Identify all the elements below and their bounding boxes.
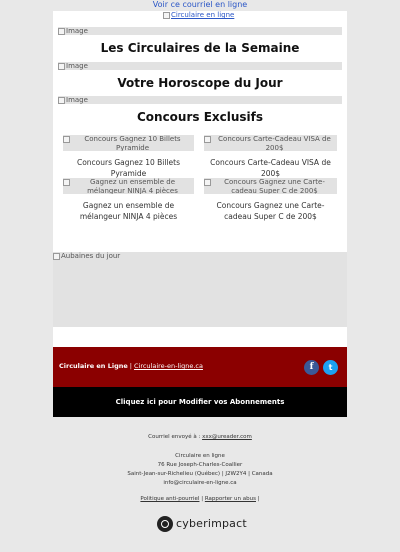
- broken-image-icon: [53, 253, 60, 260]
- email-body: [53, 11, 347, 404]
- broken-image-icon: [58, 97, 65, 104]
- broken-image-icon: [58, 28, 65, 35]
- contest-image-pyramide[interactable]: [63, 135, 194, 151]
- banner-image-concours[interactable]: [58, 96, 342, 104]
- banner-alt-text: Image: [66, 96, 88, 104]
- contest-image-alt: Concours Gagnez une Carte-cadeau Super C de 200$: [224, 178, 325, 194]
- sent-to-line: [0, 433, 400, 442]
- contest-caption-superc[interactable]: Concours Gagnez une Carte-cadeau Super C de 200$: [216, 201, 325, 221]
- company-name: Circulaire en ligne: [175, 453, 225, 459]
- banner-alt-text: Image: [66, 62, 88, 70]
- company-city: Saint-Jean-sur-Richelieu (Québec) | J2W2Y4 | Canada: [127, 471, 273, 477]
- deals-image[interactable]: [53, 252, 347, 327]
- preheader-bar: [0, 0, 400, 11]
- brand-name: Circulaire en Ligne: [59, 362, 128, 370]
- cyberimpact-wordmark: cyberimpact: [176, 517, 247, 530]
- contest-image-superc[interactable]: [204, 178, 337, 194]
- broken-image-icon: [204, 179, 211, 186]
- cyberimpact-logo[interactable]: [157, 515, 247, 533]
- contest-image-alt: Concours Carte-Cadeau VISA de 200$: [218, 135, 331, 151]
- section-title-horoscope: Votre Horoscope du Jour: [117, 76, 283, 90]
- cyberimpact-icon: [157, 516, 173, 532]
- view-online-link[interactable]: Voir ce courriel en ligne: [152, 0, 248, 9]
- broken-image-icon: [58, 63, 65, 70]
- banner-alt-text: Image: [66, 27, 88, 35]
- logo-image[interactable]: [163, 11, 253, 23]
- facebook-icon[interactable]: f: [304, 360, 319, 375]
- sent-to-email[interactable]: xxx@ureader.com: [202, 434, 252, 440]
- deals-alt-text: Aubaines du jour: [61, 252, 121, 260]
- site-link[interactable]: Circulaire-en-ligne.ca: [133, 362, 203, 370]
- contact-email[interactable]: info@circulaire-en-ligne.ca: [163, 480, 237, 486]
- separator: |: [257, 496, 260, 502]
- brand-line: [59, 361, 203, 371]
- contest-image-alt: Concours Gagnez 10 Billets Pyramide: [84, 135, 181, 151]
- separator: |: [129, 362, 132, 370]
- separator: |: [201, 496, 204, 502]
- subscription-bar: [53, 387, 347, 417]
- sent-to-label: Courriel envoyé à :: [148, 434, 201, 440]
- antispam-link[interactable]: Politique anti-pourriel: [140, 496, 200, 502]
- legal-links: [0, 495, 400, 504]
- section-title-circulaires: Les Circulaires de la Semaine: [100, 41, 300, 55]
- company-street: 76 Rue Joseph-Charles-Coallier: [157, 462, 243, 468]
- modify-subscriptions-link[interactable]: Cliquez ici pour Modifier vos Abonnements: [115, 398, 285, 406]
- banner-image-circulaires[interactable]: [58, 27, 342, 35]
- contest-image-ninja[interactable]: [63, 178, 194, 194]
- contest-image-visa[interactable]: [204, 135, 337, 151]
- contest-caption-pyramide[interactable]: Concours Gagnez 10 Billets Pyramide: [76, 158, 181, 178]
- twitter-icon[interactable]: t: [323, 360, 338, 375]
- broken-image-icon: [163, 12, 170, 19]
- contest-caption-visa[interactable]: Concours Carte-Cadeau VISA de 200$: [210, 158, 331, 178]
- banner-image-horoscope[interactable]: [58, 62, 342, 70]
- brand-footer: [53, 347, 347, 387]
- contest-image-alt: Gagnez un ensemble de mélangeur NINJA 4 pièces: [87, 178, 178, 194]
- contest-caption-ninja[interactable]: Gagnez un ensemble de mélangeur NINJA 4 pièces: [79, 201, 178, 221]
- broken-image-icon: [63, 179, 70, 186]
- broken-image-icon: [63, 136, 70, 143]
- broken-image-icon: [204, 136, 211, 143]
- section-title-concours: Concours Exclusifs: [136, 110, 264, 124]
- logo-alt-text: Circulaire en ligne: [171, 11, 235, 19]
- report-abuse-link[interactable]: Rapporter un abus: [204, 496, 256, 502]
